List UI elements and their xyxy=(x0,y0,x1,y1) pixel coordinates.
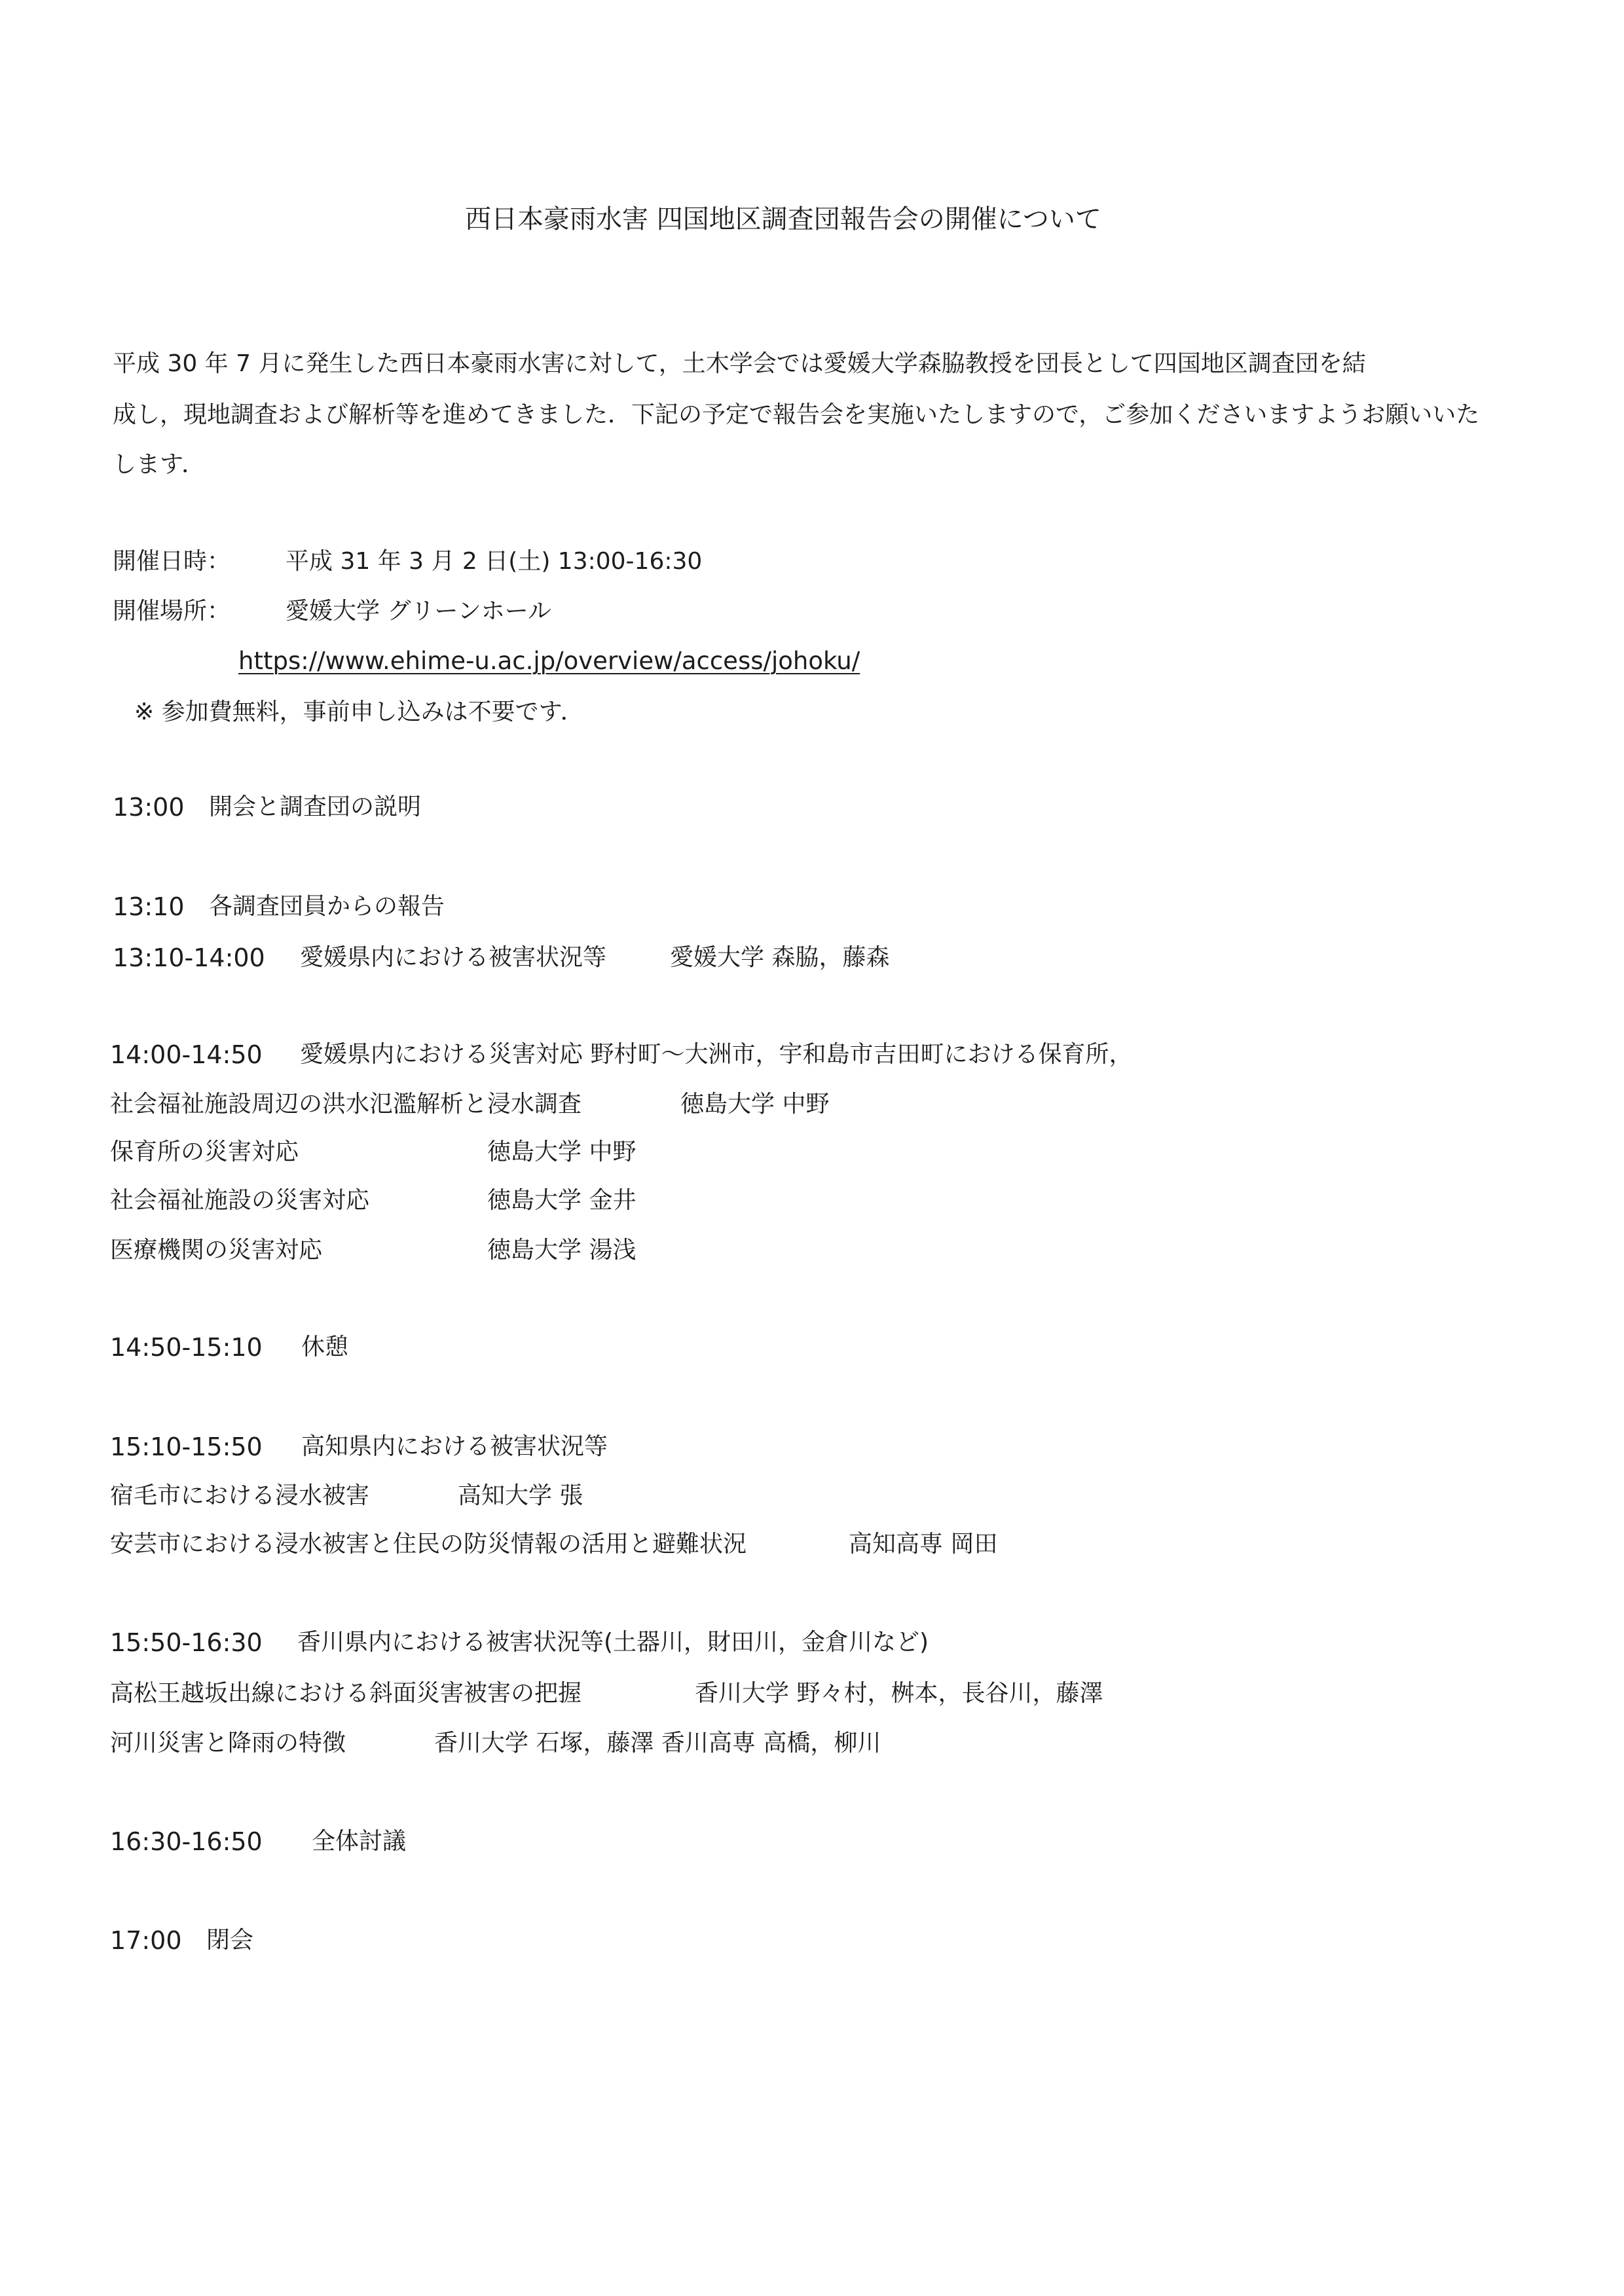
venue-value: 愛媛大学 グリーンホール xyxy=(286,598,552,625)
schedule-time: 16:30-16:50 xyxy=(110,1827,263,1856)
schedule-title: 愛媛県内における災害対応 野村町～大洲市，宇和島市吉田町における保育所， xyxy=(300,1041,1133,1068)
intro-line: します． xyxy=(113,451,206,478)
schedule-time: 14:50-15:10 xyxy=(110,1333,263,1362)
schedule-title: 全体討議 xyxy=(312,1828,407,1855)
schedule-title: 愛媛県内における被害状況等 xyxy=(300,944,607,971)
schedule-time: 14:00-14:50 xyxy=(110,1040,263,1069)
venue-url-link[interactable]: https://www.ehime-u.ac.jp/overview/access/johoku/ xyxy=(238,647,860,675)
schedule-title: 開会と調査団の説明 xyxy=(209,793,422,820)
sub-topic: 安芸市における浸水被害と住民の防災情報の活用と避難状況 xyxy=(110,1531,747,1558)
presenter: 香川大学 石塚，藤澤 香川高専 高橋，柳川 xyxy=(434,1730,881,1757)
presenter: 徳島大学 中野 xyxy=(680,1091,830,1118)
schedule-time: 15:50-16:30 xyxy=(110,1628,263,1657)
schedule-time: 13:10 xyxy=(113,892,185,921)
sub-topic: 河川災害と降雨の特徴 xyxy=(110,1730,346,1757)
event-date-value: 平成 31 年 3 月 2 日(土) 13:00-16:30 xyxy=(286,548,703,575)
presenter: 香川大学 野々村，桝本，長谷川，藤澤 xyxy=(695,1680,1103,1707)
schedule-title: 高知県内における被害状況等 xyxy=(301,1433,608,1460)
intro-line: 成し，現地調査および解析等を進めてきました．下記の予定で報告会を実施いたしますので，ご参加くださいますようお願いいた xyxy=(113,401,1480,428)
presenter: 愛媛大学 森脇，藤森 xyxy=(670,944,890,971)
sub-topic: 医療機関の災害対応 xyxy=(110,1237,323,1264)
schedule-time: 13:10-14:00 xyxy=(113,943,265,972)
schedule-time: 13:00 xyxy=(113,793,185,822)
document-title: 西日本豪雨水害 四国地区調査団報告会の開催について xyxy=(465,204,1101,234)
sub-topic: 社会福祉施設周辺の洪水氾濫解析と浸水調査 xyxy=(110,1091,582,1118)
event-date-label: 開催日時： xyxy=(113,548,231,575)
schedule-title: 休憩 xyxy=(301,1334,349,1360)
fee-note: ※ 参加費無料，事前申し込みは不要です． xyxy=(134,699,584,725)
sub-topic: 社会福祉施設の災害対応 xyxy=(110,1187,370,1214)
sub-topic: 高松王越坂出線における斜面災害被害の把握 xyxy=(110,1680,582,1707)
presenter: 徳島大学 中野 xyxy=(487,1139,637,1165)
presenter: 徳島大学 湯浅 xyxy=(487,1237,637,1264)
presenter: 徳島大学 金井 xyxy=(487,1187,637,1214)
schedule-time: 15:10-15:50 xyxy=(110,1432,263,1461)
sub-topic: 宿毛市における浸水被害 xyxy=(110,1482,370,1509)
sub-topic: 保育所の災害対応 xyxy=(110,1139,299,1165)
presenter: 高知高専 岡田 xyxy=(849,1531,998,1558)
intro-line: 平成 30 年 7 月に発生した西日本豪雨水害に対して，土木学会では愛媛大学森脇教授を団長として四国地区調査団を結 xyxy=(113,350,1366,377)
presenter: 高知大学 張 xyxy=(458,1482,583,1509)
venue-label: 開催場所： xyxy=(113,598,231,625)
schedule-time: 17:00 xyxy=(110,1926,182,1955)
schedule-title: 閉会 xyxy=(206,1927,254,1954)
schedule-title: 各調査団員からの報告 xyxy=(209,893,445,920)
schedule-title: 香川県内における被害状況等(土器川，財田川，金倉川など) xyxy=(297,1629,929,1656)
